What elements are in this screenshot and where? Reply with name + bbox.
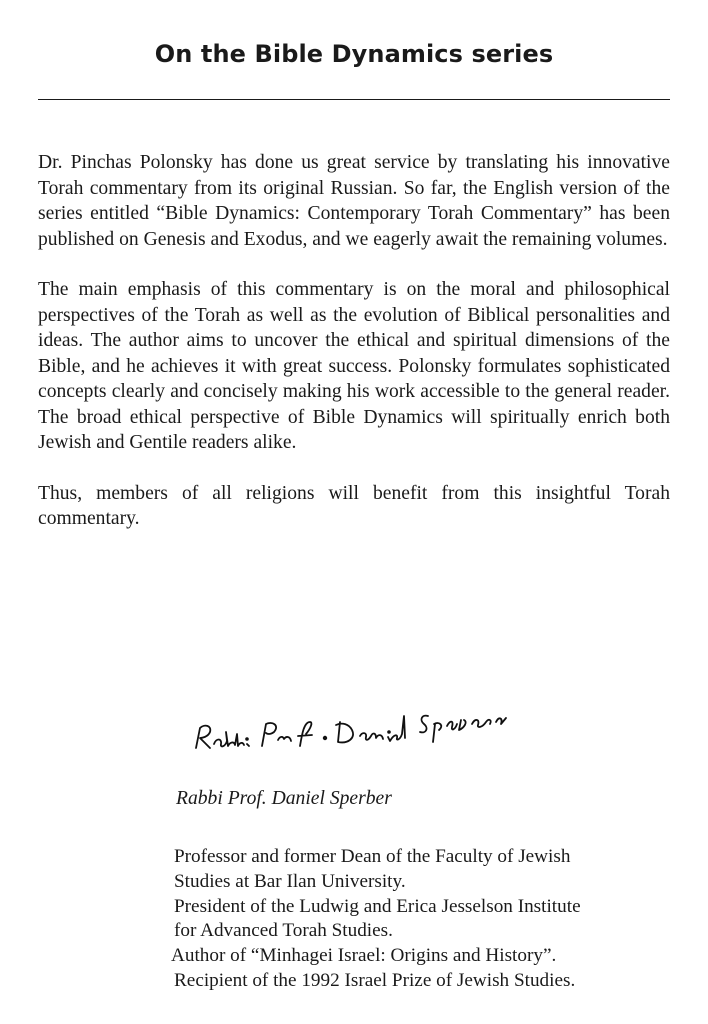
credential-line-2: Studies at Bar Ilan University. (174, 870, 406, 892)
signer-credentials (171, 845, 674, 994)
page-title: On the Bible Dynamics series (154, 40, 554, 68)
credential-line-4: for Advanced Torah Studies. (174, 920, 393, 942)
signer-name: Rabbi Prof. Daniel Sperber (176, 788, 392, 809)
paragraph-2: The main emphasis of this commentary is on the moral and philosophical perspectives of the Torah as well as the evolution of Biblical personalities and ideas. The author aims to uncover the ethical and spiritual dimensions of the Bible, and he achieves it with great success. Polonsky formulates sophisticated concepts clearly and concisely making his work accessible to the general reader. The broad ethical perspective of Bible Dynamics will spiritually enrich both Jewish and Gentile readers alike. (38, 279, 670, 453)
credential-line-1: Professor and former Dean of the Faculty of Jewish (174, 846, 571, 867)
credential-line-3: President of the Ludwig and Erica Jesselson Institute (174, 895, 581, 917)
paragraph-1: Dr. Pinchas Polonsky has done us great service by translating his innovative Torah commentary from its original Russian. So far, the English version of the series entitled “Bible Dynamics: Contemporary Torah Commentary” has been published on Genesis and Exodus, and we eagerly await the remaining volumes. (38, 152, 670, 250)
paragraph-3: Thus, members of all religions will benefit from this insightful Torah commentary. (38, 482, 670, 529)
credential-line-5: Author of “Minhagei Israel: Origins and History”. (171, 945, 557, 967)
endorsement-body (38, 150, 670, 557)
credential-line-6: Recipient of the 1992 Israel Prize of Jewish Studies. (174, 969, 576, 991)
handwritten-signature (190, 694, 530, 764)
title-divider (38, 99, 670, 100)
